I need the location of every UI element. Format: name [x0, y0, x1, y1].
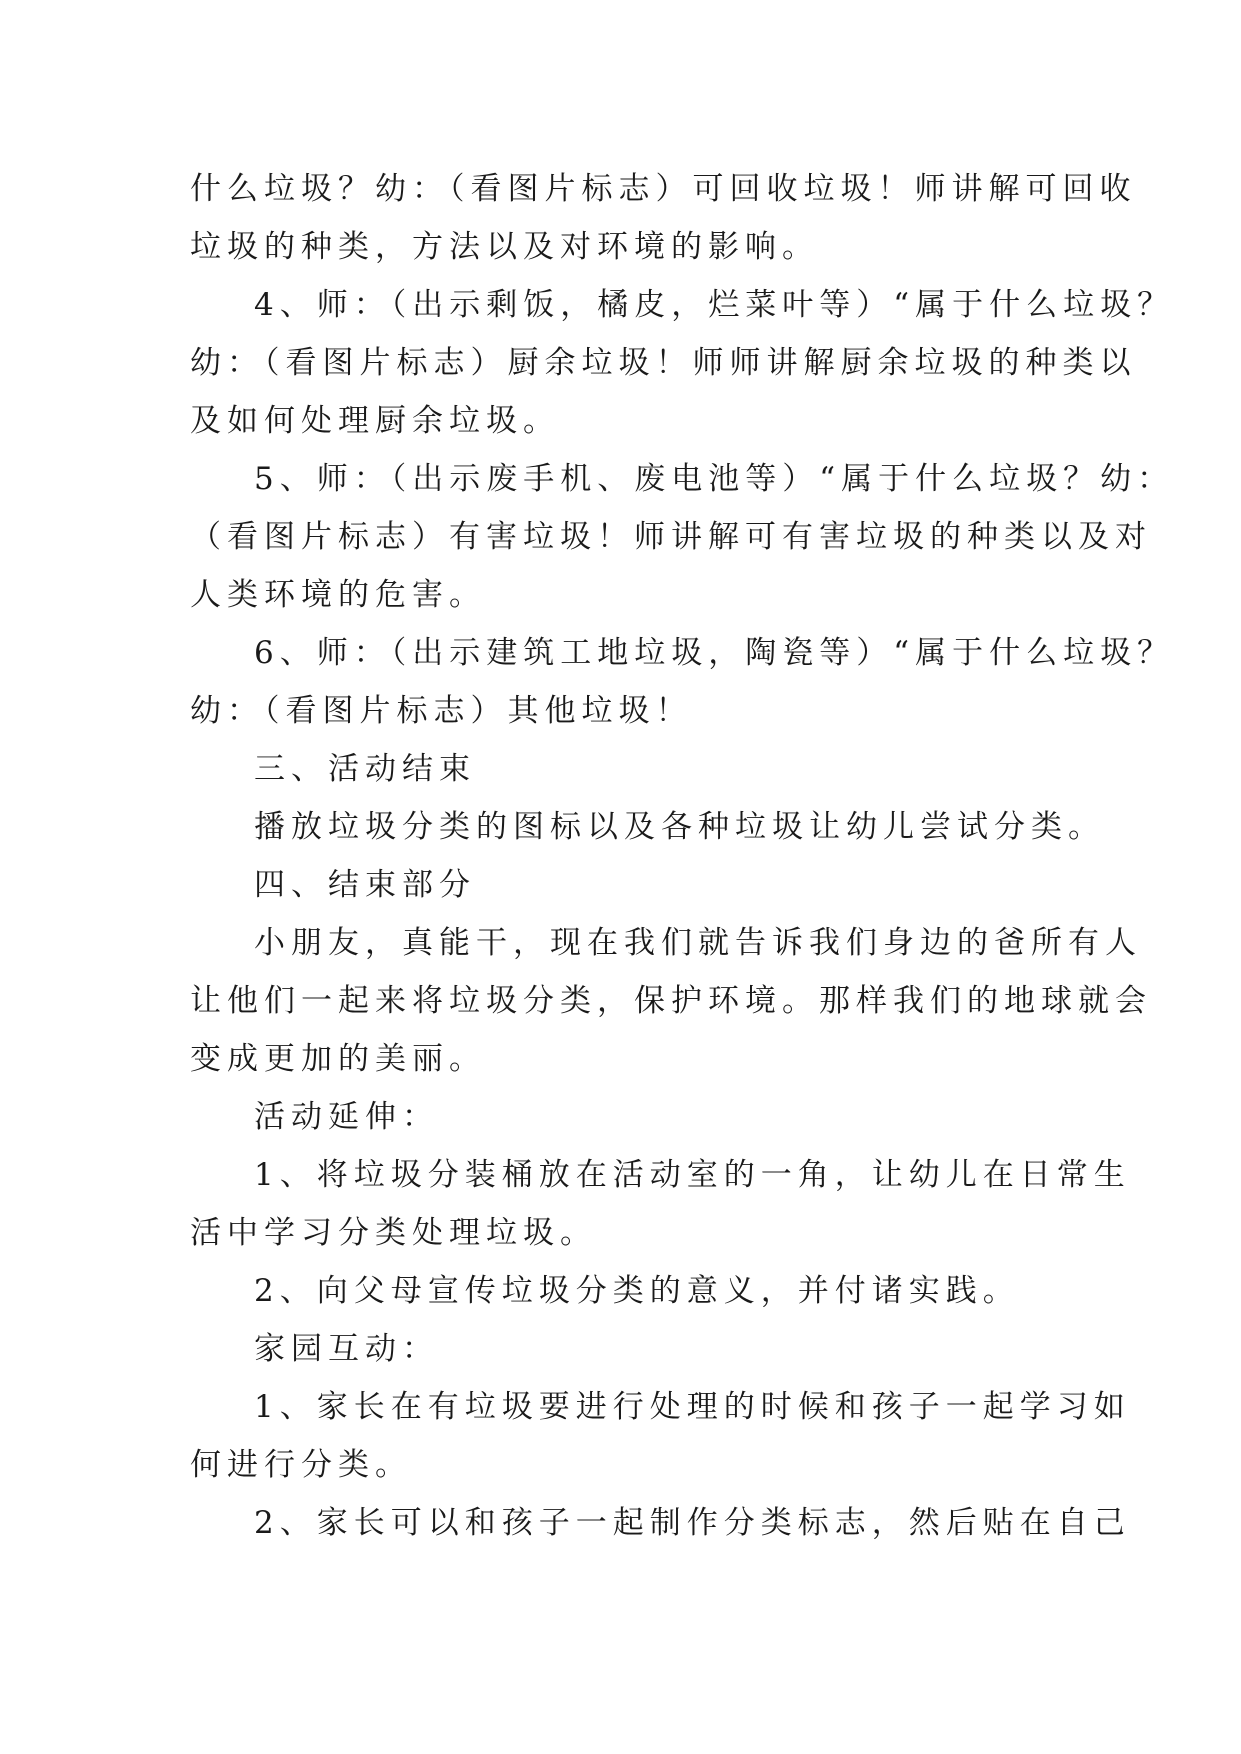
text-line: 1、家长在有垃圾要进行处理的时候和孩子一起学习如 [254, 1389, 1131, 1425]
text-line: 6、师：（出示建筑工地垃圾，陶瓷等）“属于什么垃圾？ [254, 635, 1175, 671]
text-line: 变成更加的美丽。 [190, 1041, 486, 1077]
text-line: 活中学习分类处理垃圾。 [190, 1215, 597, 1251]
text-line: 垃圾的种类，方法以及对环境的影响。 [190, 229, 819, 265]
text-line: 何进行分类。 [190, 1447, 412, 1483]
section-heading: 家园互动： [254, 1331, 439, 1367]
text-line: 4、师：（出示剩饭，橘皮，烂菜叶等）“属于什么垃圾？ [254, 287, 1175, 323]
document-body [190, 160, 1175, 1552]
text-line: 1、将垃圾分装桶放在活动室的一角，让幼儿在日常生 [254, 1157, 1131, 1193]
text-line: 什么垃圾？幼：（看图片标志）可回收垃圾！师讲解可回收 [190, 171, 1137, 207]
section-heading: 活动延伸： [254, 1099, 439, 1135]
text-line: 幼：（看图片标志）其他垃圾！ [190, 693, 693, 729]
text-line: 及如何处理厨余垃圾。 [190, 403, 560, 439]
text-line: 人类环境的危害。 [190, 577, 486, 613]
text-line: 播放垃圾分类的图标以及各种垃圾让幼儿尝试分类。 [254, 809, 1105, 845]
section-heading: 四、结束部分 [254, 867, 476, 903]
text-line: 2、向父母宣传垃圾分类的意义，并付诸实践。 [254, 1273, 1020, 1309]
text-line: 幼：（看图片标志）厨余垃圾！师师讲解厨余垃圾的种类以 [190, 345, 1137, 381]
text-line: 让他们一起来将垃圾分类，保护环境。那样我们的地球就会 [190, 983, 1152, 1019]
section-heading: 三、活动结束 [254, 751, 476, 787]
text-line: 2、家长可以和孩子一起制作分类标志，然后贴在自己 [254, 1505, 1131, 1541]
text-line: 5、师：（出示废手机、废电池等）“属于什么垃圾？幼： [254, 461, 1175, 497]
text-line: （看图片标志）有害垃圾！师讲解可有害垃圾的种类以及对 [190, 519, 1152, 555]
text-line: 小朋友，真能干，现在我们就告诉我们身边的爸所有人 [254, 925, 1142, 961]
